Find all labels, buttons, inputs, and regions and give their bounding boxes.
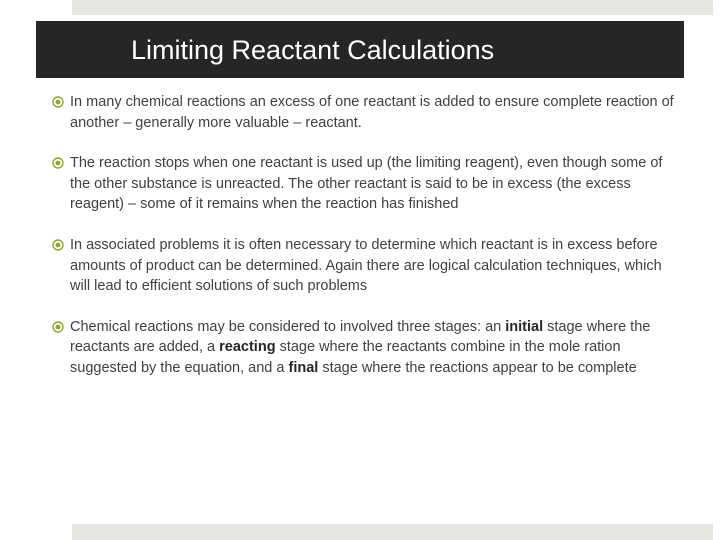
top-decor-strip: [72, 0, 713, 15]
bullet-text: [70, 155, 662, 212]
bullet-text-segment: Chemical reactions may be considered to involved three stages: an: [70, 318, 506, 335]
circled-dot-icon: [52, 96, 64, 108]
bullet-text-segment: The reaction stops when one reactant is used up (the limiting reagent), even though some of the other substance is unreacted. The other reactant is said to be in excess (the excess reagent) – some of it remains when the reaction has finished: [70, 155, 663, 213]
title-bar: [36, 21, 684, 78]
bullet-text-segment: stage where the reactants combine in the mole ration suggested by the equation, and a: [70, 339, 621, 376]
circled-dot-icon: [52, 239, 64, 251]
bullet-list: [46, 92, 684, 399]
circled-dot-icon: [52, 157, 64, 169]
bullet-text-segment: stage where the reactions appear to be complete: [318, 359, 637, 376]
bullet-bold-term: final: [288, 359, 319, 376]
bullet-item: [46, 317, 684, 379]
bullet-text-segment: In associated problems it is often necessary to determine which reactant is in excess before amounts of product can be determined. Again there are logical calculation techniques, which will lead to efficient solutions of such problems: [70, 236, 662, 295]
bullet-text-segment: stage where the reactants are added, a: [70, 318, 651, 356]
bullet-text: [70, 237, 662, 294]
bottom-decor-strip: [72, 524, 713, 540]
bullet-item: [46, 92, 684, 133]
slide-title: Limiting Reactant Calculations: [131, 35, 495, 65]
bullet-bold-term: reacting: [219, 339, 276, 356]
bullet-text-segment: In many chemical reactions an excess of one reactant is added to ensure complete reaction of another – generally more valuable – reactant.: [70, 94, 674, 131]
bullet-text: [70, 319, 650, 376]
bullet-bold-term: initial: [505, 318, 544, 335]
bullet-text: [70, 94, 674, 131]
circled-dot-icon: [52, 321, 64, 333]
bullet-item: [46, 235, 684, 297]
bullet-item: [46, 153, 684, 215]
